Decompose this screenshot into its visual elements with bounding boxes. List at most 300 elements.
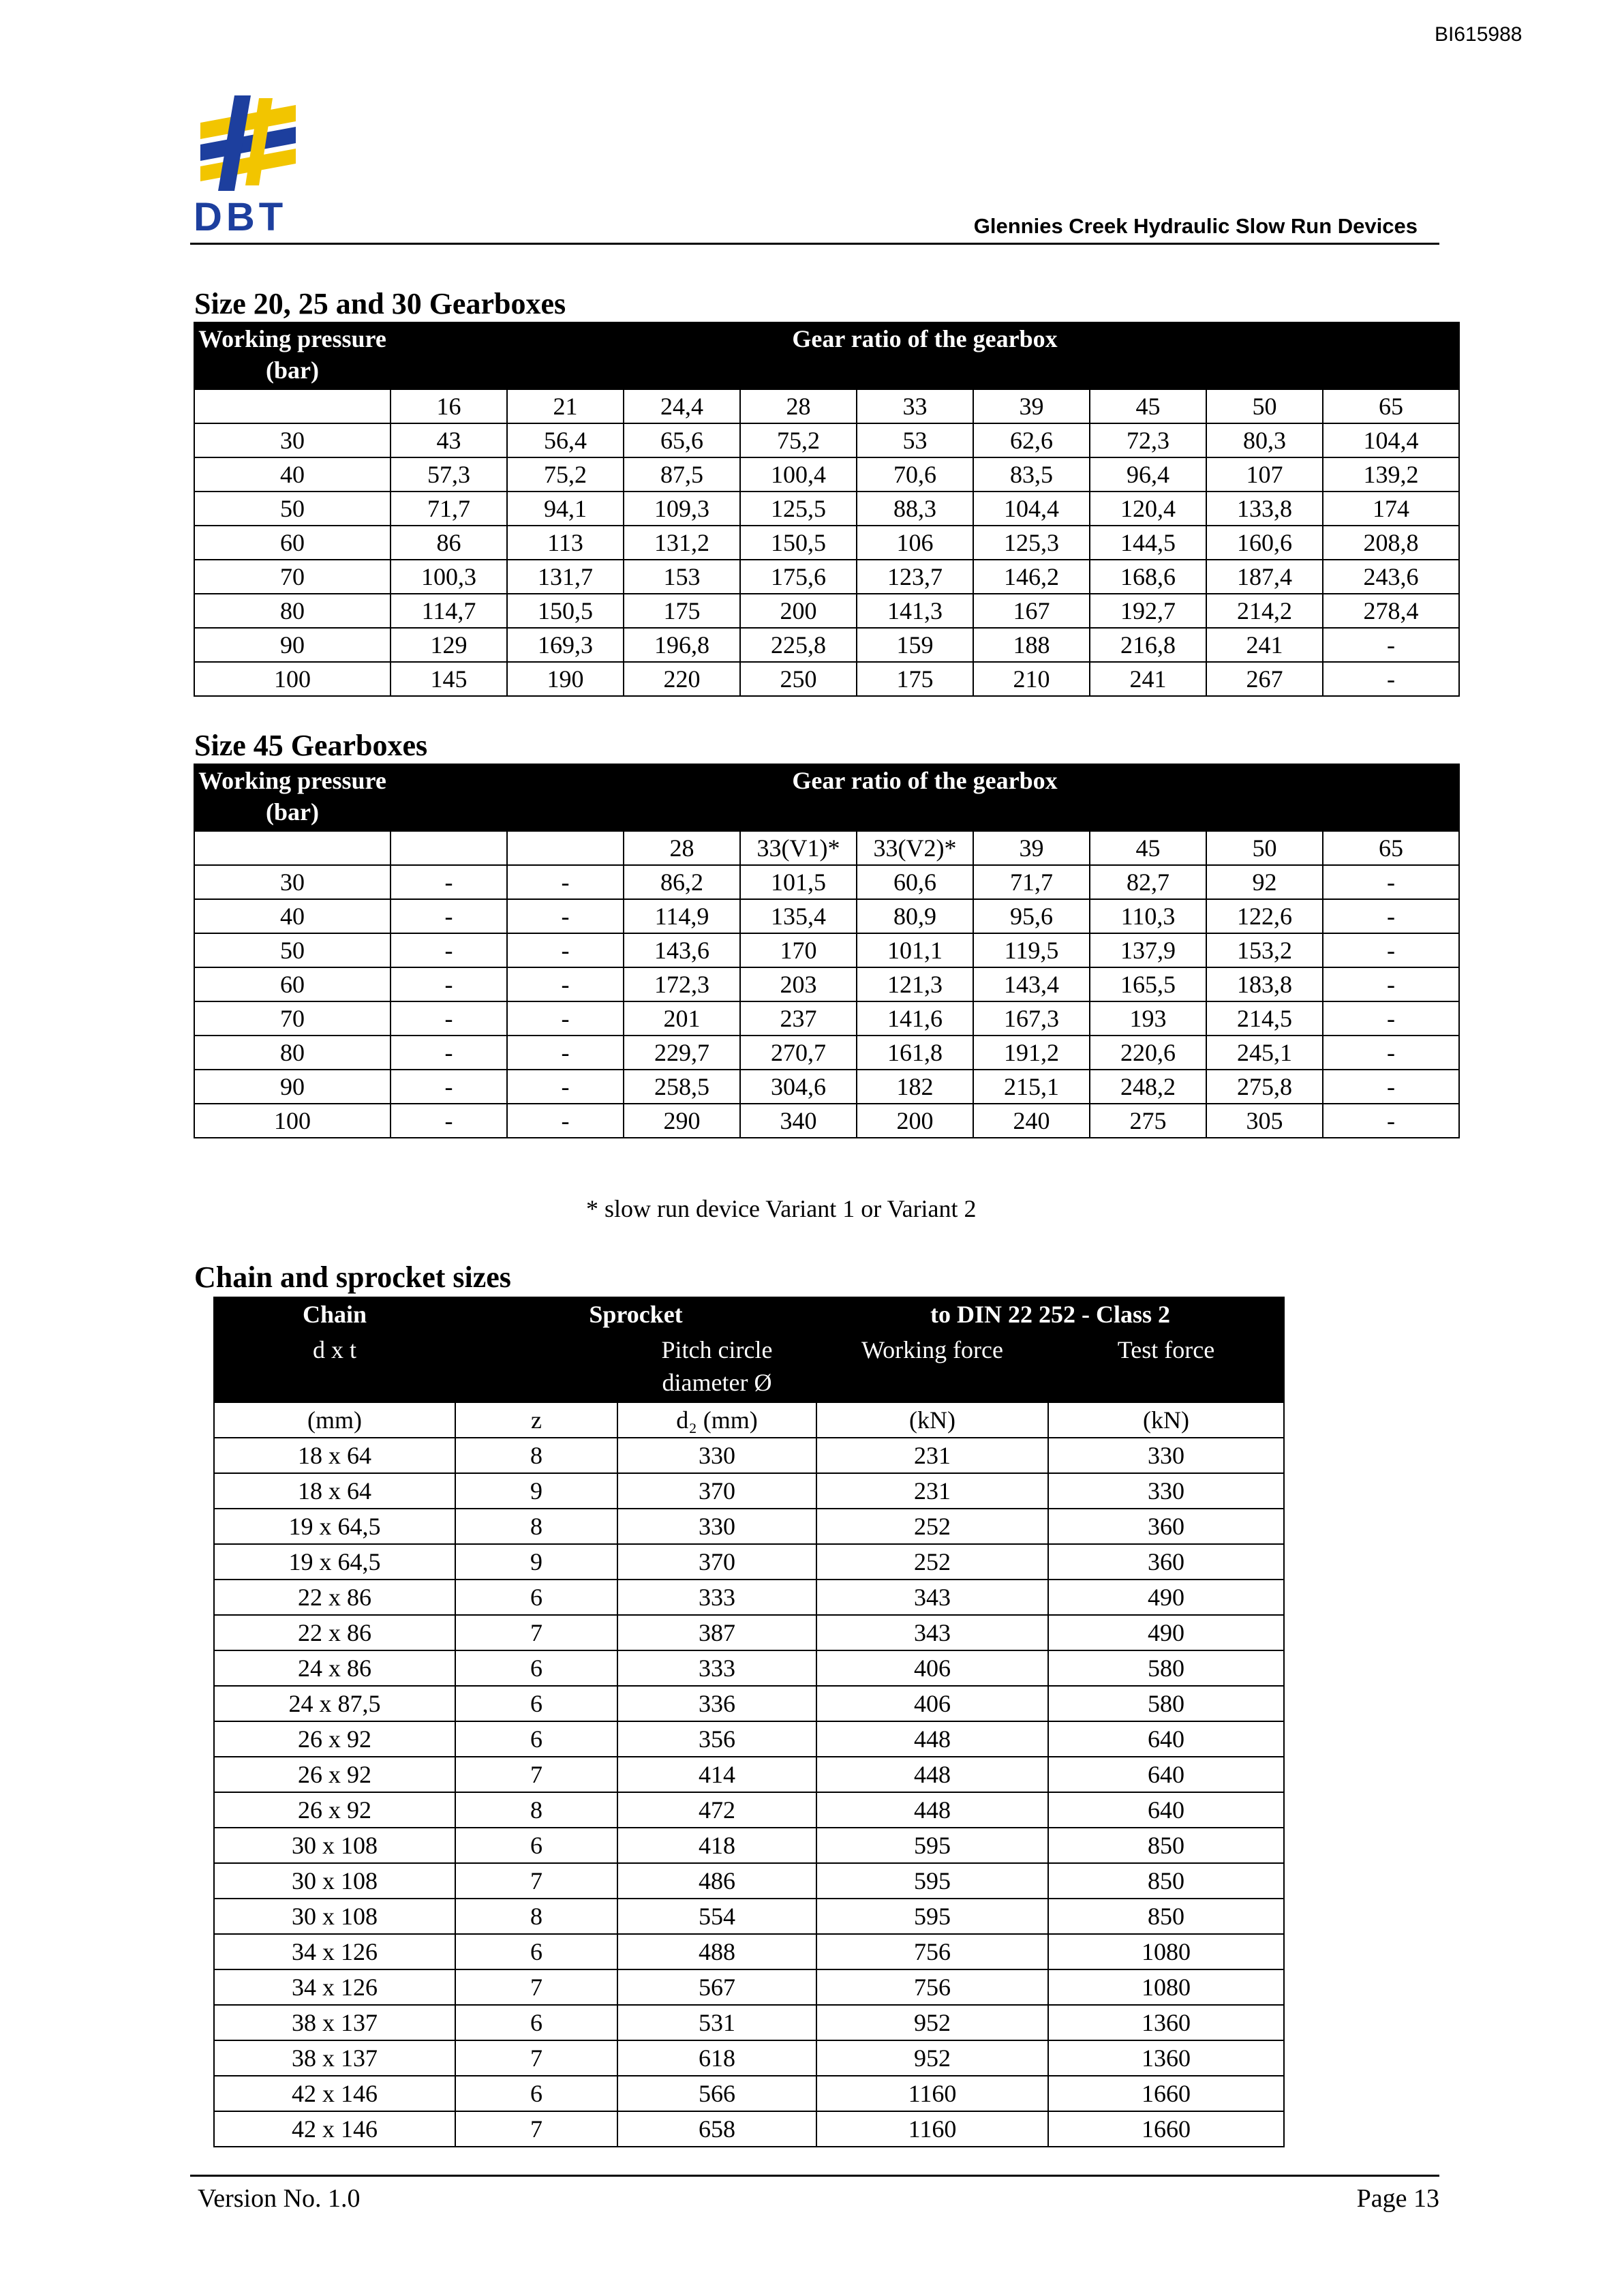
table-cell: 120,4 bbox=[1090, 492, 1206, 526]
table-cell: 165,5 bbox=[1090, 967, 1206, 1001]
table-cell: 40 bbox=[194, 899, 391, 933]
table-row bbox=[214, 1792, 1284, 1828]
table-cell: 101,5 bbox=[740, 865, 857, 899]
table-cell: - bbox=[507, 899, 624, 933]
table-row bbox=[214, 1899, 1284, 1934]
table-cell: 42 x 146 bbox=[214, 2111, 455, 2147]
table-row bbox=[194, 492, 1459, 526]
table-cell: 34 x 126 bbox=[214, 1934, 455, 1969]
table-cell: 57,3 bbox=[391, 457, 507, 492]
table-cell: 153,2 bbox=[1206, 933, 1323, 967]
table-cell: 175,6 bbox=[740, 560, 857, 594]
table-cell: 595 bbox=[816, 1863, 1048, 1899]
table-cell: 275 bbox=[1090, 1104, 1206, 1138]
table-row bbox=[214, 1544, 1284, 1580]
table-cell: 370 bbox=[617, 1473, 816, 1509]
table-cell: 330 bbox=[1048, 1473, 1284, 1509]
table-cell: 86,2 bbox=[624, 865, 740, 899]
table-cell: 50 bbox=[194, 933, 391, 967]
table-cell: 6 bbox=[455, 1828, 617, 1863]
table-cell: 18 x 64 bbox=[214, 1438, 455, 1473]
table-cell: 42 x 146 bbox=[214, 2076, 455, 2111]
table-row bbox=[214, 1757, 1284, 1792]
table-cell: 107 bbox=[1206, 457, 1323, 492]
table-cell: 71,7 bbox=[391, 492, 507, 526]
ratio-cell: 16 bbox=[391, 389, 507, 423]
table-cell: 448 bbox=[816, 1721, 1048, 1757]
table-cell: 26 x 92 bbox=[214, 1757, 455, 1792]
table-cell: 26 x 92 bbox=[214, 1721, 455, 1757]
table-cell: 129 bbox=[391, 628, 507, 662]
table-cell: 252 bbox=[816, 1544, 1048, 1580]
table-cell: 196,8 bbox=[624, 628, 740, 662]
ratio-cell bbox=[507, 831, 624, 865]
header-divider bbox=[190, 243, 1439, 245]
table-cell: 237 bbox=[740, 1001, 857, 1036]
table-row bbox=[214, 2005, 1284, 2040]
table-cell: 1160 bbox=[816, 2111, 1048, 2147]
table-row bbox=[194, 967, 1459, 1001]
table-cell: 114,7 bbox=[391, 594, 507, 628]
table-cell: 80,3 bbox=[1206, 423, 1323, 457]
table-cell: 490 bbox=[1048, 1580, 1284, 1615]
table-cell: 200 bbox=[857, 1104, 973, 1138]
table-cell: - bbox=[507, 1001, 624, 1036]
table-cell: 88,3 bbox=[857, 492, 973, 526]
table-cell: 343 bbox=[816, 1580, 1048, 1615]
table-row bbox=[194, 1070, 1459, 1104]
table-cell: 7 bbox=[455, 1615, 617, 1650]
table-cell: 7 bbox=[455, 1969, 617, 2005]
table-cell: 150,5 bbox=[507, 594, 624, 628]
table-cell: 95,6 bbox=[973, 899, 1090, 933]
table-cell: 215,1 bbox=[973, 1070, 1090, 1104]
table-cell: 275,8 bbox=[1206, 1070, 1323, 1104]
table-cell: 92 bbox=[1206, 865, 1323, 899]
table-cell: 22 x 86 bbox=[214, 1615, 455, 1650]
table-cell: 72,3 bbox=[1090, 423, 1206, 457]
table-cell: 143,6 bbox=[624, 933, 740, 967]
table-cell: 1660 bbox=[1048, 2111, 1284, 2147]
table-cell: 952 bbox=[816, 2040, 1048, 2076]
table-row bbox=[194, 423, 1459, 457]
table-cell: 145 bbox=[391, 662, 507, 696]
version-label: Version No. 1.0 bbox=[198, 2184, 361, 2213]
table-cell: 24 x 87,5 bbox=[214, 1686, 455, 1721]
table-cell: 193 bbox=[1090, 1001, 1206, 1036]
table-cell: 141,3 bbox=[857, 594, 973, 628]
ratio-cell: 21 bbox=[507, 389, 624, 423]
ratio-cell: 50 bbox=[1206, 831, 1323, 865]
table-cell: 190 bbox=[507, 662, 624, 696]
table-row bbox=[214, 1934, 1284, 1969]
table-cell: 406 bbox=[816, 1650, 1048, 1686]
table-row bbox=[194, 526, 1459, 560]
table-row bbox=[194, 933, 1459, 967]
table-cell: 60 bbox=[194, 967, 391, 1001]
table-cell: 229,7 bbox=[624, 1036, 740, 1070]
table-cell: 243,6 bbox=[1323, 560, 1459, 594]
table-cell: 203 bbox=[740, 967, 857, 1001]
table-cell: 1160 bbox=[816, 2076, 1048, 2111]
table-cell: 6 bbox=[455, 1721, 617, 1757]
table-cell: 153 bbox=[624, 560, 740, 594]
table-cell: 201 bbox=[624, 1001, 740, 1036]
table-cell: 7 bbox=[455, 2111, 617, 2147]
table-cell: 182 bbox=[857, 1070, 973, 1104]
table-cell: 60,6 bbox=[857, 865, 973, 899]
table-row bbox=[194, 1036, 1459, 1070]
table-cell: 343 bbox=[816, 1615, 1048, 1650]
table-cell: 387 bbox=[617, 1615, 816, 1650]
table-cell: 172,3 bbox=[624, 967, 740, 1001]
table-cell: 141,6 bbox=[857, 1001, 973, 1036]
table-cell: - bbox=[1323, 628, 1459, 662]
table-cell: 336 bbox=[617, 1686, 816, 1721]
table-cell: 640 bbox=[1048, 1792, 1284, 1828]
table-cell: 110,3 bbox=[1090, 899, 1206, 933]
table-cell: - bbox=[1323, 1104, 1459, 1138]
gearbox-table-45 bbox=[194, 764, 1460, 1138]
table2-title: Size 45 Gearboxes bbox=[194, 729, 428, 762]
table-cell: 80,9 bbox=[857, 899, 973, 933]
table-cell: 70 bbox=[194, 560, 391, 594]
table-cell: - bbox=[1323, 933, 1459, 967]
table-cell: 65,6 bbox=[624, 423, 740, 457]
gearbox-table-20-30 bbox=[194, 322, 1460, 697]
working-pressure-header: Working pressure (bar) bbox=[194, 764, 391, 831]
table-cell: 245,1 bbox=[1206, 1036, 1323, 1070]
table-cell: 640 bbox=[1048, 1757, 1284, 1792]
table-cell: 19 x 64,5 bbox=[214, 1509, 455, 1544]
table1-title: Size 20, 25 and 30 Gearboxes bbox=[194, 287, 566, 320]
table-cell: 24 x 86 bbox=[214, 1650, 455, 1686]
table-cell: 1080 bbox=[1048, 1969, 1284, 2005]
ratio-cell: 45 bbox=[1090, 831, 1206, 865]
table-cell: 1080 bbox=[1048, 1934, 1284, 1969]
table-cell: 225,8 bbox=[740, 628, 857, 662]
table-cell: 188 bbox=[973, 628, 1090, 662]
table-cell: 174 bbox=[1323, 492, 1459, 526]
table-cell: 756 bbox=[816, 1934, 1048, 1969]
table-cell: 850 bbox=[1048, 1863, 1284, 1899]
chain-sprocket-table bbox=[213, 1297, 1285, 2147]
table-row bbox=[194, 1001, 1459, 1036]
table-cell: 87,5 bbox=[624, 457, 740, 492]
table-cell: 756 bbox=[816, 1969, 1048, 2005]
test-force-header: Test force bbox=[1048, 1333, 1284, 1402]
ratio-blank-cell bbox=[194, 389, 391, 423]
table-cell: 86 bbox=[391, 526, 507, 560]
logo-text: DBT bbox=[194, 195, 288, 239]
table-cell: 330 bbox=[617, 1509, 816, 1544]
table-cell: 30 bbox=[194, 865, 391, 899]
table-cell: 26 x 92 bbox=[214, 1792, 455, 1828]
table-row bbox=[194, 457, 1459, 492]
table-cell: 131,2 bbox=[624, 526, 740, 560]
table-cell: 183,8 bbox=[1206, 967, 1323, 1001]
table-cell: 220 bbox=[624, 662, 740, 696]
table-cell: 168,6 bbox=[1090, 560, 1206, 594]
din-class-header: to DIN 22 252 - Class 2 bbox=[816, 1297, 1284, 1333]
table-cell: 100,4 bbox=[740, 457, 857, 492]
ratio-row bbox=[194, 389, 1459, 423]
table-cell: 22 x 86 bbox=[214, 1580, 455, 1615]
table-cell: 150,5 bbox=[740, 526, 857, 560]
table-cell: 7 bbox=[455, 2040, 617, 2076]
table-cell: 38 x 137 bbox=[214, 2005, 455, 2040]
table-cell: 618 bbox=[617, 2040, 816, 2076]
table-cell: 191,2 bbox=[973, 1036, 1090, 1070]
table-cell: 414 bbox=[617, 1757, 816, 1792]
table-cell: 418 bbox=[617, 1828, 816, 1863]
table-cell: 133,8 bbox=[1206, 492, 1323, 526]
table-cell: 113 bbox=[507, 526, 624, 560]
table-cell: 6 bbox=[455, 2005, 617, 2040]
table-cell: 144,5 bbox=[1090, 526, 1206, 560]
z-header-blank bbox=[455, 1333, 617, 1402]
table-cell: 175 bbox=[857, 662, 973, 696]
table-cell: 90 bbox=[194, 1070, 391, 1104]
table-cell: - bbox=[391, 899, 507, 933]
ratio-cell: 28 bbox=[624, 831, 740, 865]
table-cell: 567 bbox=[617, 1969, 816, 2005]
table-cell: - bbox=[507, 967, 624, 1001]
table-cell: 131,7 bbox=[507, 560, 624, 594]
table-cell: - bbox=[1323, 1036, 1459, 1070]
table-cell: 250 bbox=[740, 662, 857, 696]
table-cell: 241 bbox=[1206, 628, 1323, 662]
ratio-cell: 65 bbox=[1323, 831, 1459, 865]
table-cell: 952 bbox=[816, 2005, 1048, 2040]
table-row bbox=[194, 1104, 1459, 1138]
table-cell: 6 bbox=[455, 1650, 617, 1686]
table-cell: - bbox=[391, 933, 507, 967]
table-cell: 241 bbox=[1090, 662, 1206, 696]
table-cell: 231 bbox=[816, 1438, 1048, 1473]
table-cell: 94,1 bbox=[507, 492, 624, 526]
table-cell: - bbox=[1323, 865, 1459, 899]
table-cell: 290 bbox=[624, 1104, 740, 1138]
table-cell: 214,2 bbox=[1206, 594, 1323, 628]
table-cell: 252 bbox=[816, 1509, 1048, 1544]
table-cell: 38 x 137 bbox=[214, 2040, 455, 2076]
table-row bbox=[214, 1580, 1284, 1615]
table-cell: 1660 bbox=[1048, 2076, 1284, 2111]
table-cell: 167 bbox=[973, 594, 1090, 628]
table-cell: 240 bbox=[973, 1104, 1090, 1138]
table-cell: 554 bbox=[617, 1899, 816, 1934]
table-cell: 114,9 bbox=[624, 899, 740, 933]
table-row bbox=[214, 1686, 1284, 1721]
table-cell: 595 bbox=[816, 1899, 1048, 1934]
ratio-cell: 65 bbox=[1323, 389, 1459, 423]
table-cell: 161,8 bbox=[857, 1036, 973, 1070]
table-cell: 50 bbox=[194, 492, 391, 526]
footnote: * slow run device Variant 1 or Variant 2 bbox=[586, 1195, 977, 1222]
table-cell: 8 bbox=[455, 1438, 617, 1473]
table-cell: 122,6 bbox=[1206, 899, 1323, 933]
table-cell: 8 bbox=[455, 1509, 617, 1544]
table-cell: 531 bbox=[617, 2005, 816, 2040]
dxt-header: d x t bbox=[214, 1333, 455, 1402]
table-cell: 187,4 bbox=[1206, 560, 1323, 594]
table-row bbox=[214, 1615, 1284, 1650]
ratio-cell: 39 bbox=[973, 389, 1090, 423]
table-cell: - bbox=[507, 1036, 624, 1070]
table-cell: 333 bbox=[617, 1580, 816, 1615]
gear-ratio-header: Gear ratio of the gearbox bbox=[391, 322, 1459, 389]
table-cell: 231 bbox=[816, 1473, 1048, 1509]
table-cell: 340 bbox=[740, 1104, 857, 1138]
table-cell: 580 bbox=[1048, 1686, 1284, 1721]
table-cell: 146,2 bbox=[973, 560, 1090, 594]
table-cell: 170 bbox=[740, 933, 857, 967]
table-cell: 100 bbox=[194, 1104, 391, 1138]
working-pressure-header: Working pressure (bar) bbox=[194, 322, 391, 389]
working-force-header: Working force bbox=[816, 1333, 1048, 1402]
table-cell: 175 bbox=[624, 594, 740, 628]
table-cell: 53 bbox=[857, 423, 973, 457]
ratio-cell bbox=[391, 831, 507, 865]
table-cell: - bbox=[391, 1104, 507, 1138]
table-row bbox=[214, 1509, 1284, 1544]
table-cell: 216,8 bbox=[1090, 628, 1206, 662]
unit-cell: d₂ (mm) bbox=[617, 1402, 816, 1438]
table-cell: - bbox=[507, 933, 624, 967]
table-cell: - bbox=[391, 1036, 507, 1070]
table-cell: 850 bbox=[1048, 1828, 1284, 1863]
table-cell: 60 bbox=[194, 526, 391, 560]
table-cell: 137,9 bbox=[1090, 933, 1206, 967]
unit-cell: (mm) bbox=[214, 1402, 455, 1438]
ratio-row bbox=[194, 831, 1459, 865]
table-row bbox=[214, 1828, 1284, 1863]
table-cell: 96,4 bbox=[1090, 457, 1206, 492]
table-cell: 448 bbox=[816, 1757, 1048, 1792]
table-cell: 595 bbox=[816, 1828, 1048, 1863]
table-cell: 80 bbox=[194, 1036, 391, 1070]
table-row bbox=[214, 1650, 1284, 1686]
ratio-cell: 33 bbox=[857, 389, 973, 423]
table-cell: 56,4 bbox=[507, 423, 624, 457]
unit-cell: z bbox=[455, 1402, 617, 1438]
table-cell: 333 bbox=[617, 1650, 816, 1686]
table-cell: 123,7 bbox=[857, 560, 973, 594]
ratio-cell: 50 bbox=[1206, 389, 1323, 423]
sprocket-header: Sprocket bbox=[455, 1297, 816, 1333]
table-cell: 75,2 bbox=[507, 457, 624, 492]
table-cell: 490 bbox=[1048, 1615, 1284, 1650]
table-cell: 360 bbox=[1048, 1509, 1284, 1544]
table-cell: 70,6 bbox=[857, 457, 973, 492]
table-row bbox=[194, 662, 1459, 696]
ratio-blank-cell bbox=[194, 831, 391, 865]
table-row bbox=[214, 2040, 1284, 2076]
units-row bbox=[214, 1402, 1284, 1438]
table-cell: 101,1 bbox=[857, 933, 973, 967]
table-cell: 75,2 bbox=[740, 423, 857, 457]
table-cell: 139,2 bbox=[1323, 457, 1459, 492]
table-row bbox=[214, 1473, 1284, 1509]
table-cell: 406 bbox=[816, 1686, 1048, 1721]
ratio-cell: 33(V1)* bbox=[740, 831, 857, 865]
chain-header: Chain bbox=[214, 1297, 455, 1333]
table-cell: 270,7 bbox=[740, 1036, 857, 1070]
table-cell: 6 bbox=[455, 2076, 617, 2111]
table-row bbox=[214, 1438, 1284, 1473]
table-cell: 850 bbox=[1048, 1899, 1284, 1934]
table-row bbox=[214, 2076, 1284, 2111]
table-cell: 104,4 bbox=[1323, 423, 1459, 457]
table-row bbox=[214, 2111, 1284, 2147]
table-cell: - bbox=[507, 1070, 624, 1104]
table-cell: 208,8 bbox=[1323, 526, 1459, 560]
table-cell: - bbox=[507, 1104, 624, 1138]
table-cell: 192,7 bbox=[1090, 594, 1206, 628]
table-cell: 9 bbox=[455, 1544, 617, 1580]
table-cell: 159 bbox=[857, 628, 973, 662]
table-cell: 70 bbox=[194, 1001, 391, 1036]
table-cell: 30 x 108 bbox=[214, 1828, 455, 1863]
table-cell: 7 bbox=[455, 1757, 617, 1792]
table-cell: 119,5 bbox=[973, 933, 1090, 967]
table-cell: 106 bbox=[857, 526, 973, 560]
table-cell: 19 x 64,5 bbox=[214, 1544, 455, 1580]
ratio-cell: 33(V2)* bbox=[857, 831, 973, 865]
table-cell: - bbox=[391, 865, 507, 899]
table-cell: 7 bbox=[455, 1863, 617, 1899]
table-cell: 200 bbox=[740, 594, 857, 628]
table-cell: 6 bbox=[455, 1934, 617, 1969]
table-cell: 160,6 bbox=[1206, 526, 1323, 560]
table-cell: 83,5 bbox=[973, 457, 1090, 492]
table-cell: - bbox=[1323, 899, 1459, 933]
table-cell: 267 bbox=[1206, 662, 1323, 696]
table-cell: 30 x 108 bbox=[214, 1863, 455, 1899]
table-cell: 1360 bbox=[1048, 2040, 1284, 2076]
table-cell: - bbox=[507, 865, 624, 899]
table-cell: 125,3 bbox=[973, 526, 1090, 560]
table-cell: 6 bbox=[455, 1686, 617, 1721]
table-row bbox=[194, 628, 1459, 662]
table-row bbox=[194, 594, 1459, 628]
table3-title: Chain and sprocket sizes bbox=[194, 1260, 511, 1294]
table-cell: 214,5 bbox=[1206, 1001, 1323, 1036]
ratio-cell: 39 bbox=[973, 831, 1090, 865]
unit-cell: (kN) bbox=[1048, 1402, 1284, 1438]
table-cell: 488 bbox=[617, 1934, 816, 1969]
table-cell: 143,4 bbox=[973, 967, 1090, 1001]
dbt-logo-mark bbox=[194, 95, 300, 191]
table-cell: 448 bbox=[816, 1792, 1048, 1828]
table-cell: 62,6 bbox=[973, 423, 1090, 457]
table-row bbox=[214, 1863, 1284, 1899]
table-row bbox=[194, 899, 1459, 933]
table-cell: 40 bbox=[194, 457, 391, 492]
header-title: Glennies Creek Hydraulic Slow Run Devices bbox=[973, 214, 1418, 238]
footer-divider bbox=[190, 2175, 1439, 2177]
table-cell: 248,2 bbox=[1090, 1070, 1206, 1104]
ratio-cell: 24,4 bbox=[624, 389, 740, 423]
table-cell: 6 bbox=[455, 1580, 617, 1615]
table-cell: 1360 bbox=[1048, 2005, 1284, 2040]
table-cell: - bbox=[391, 967, 507, 1001]
table-cell: 356 bbox=[617, 1721, 816, 1757]
document-id: BI615988 bbox=[1435, 23, 1522, 46]
table-cell: - bbox=[1323, 1070, 1459, 1104]
table-cell: 640 bbox=[1048, 1721, 1284, 1757]
